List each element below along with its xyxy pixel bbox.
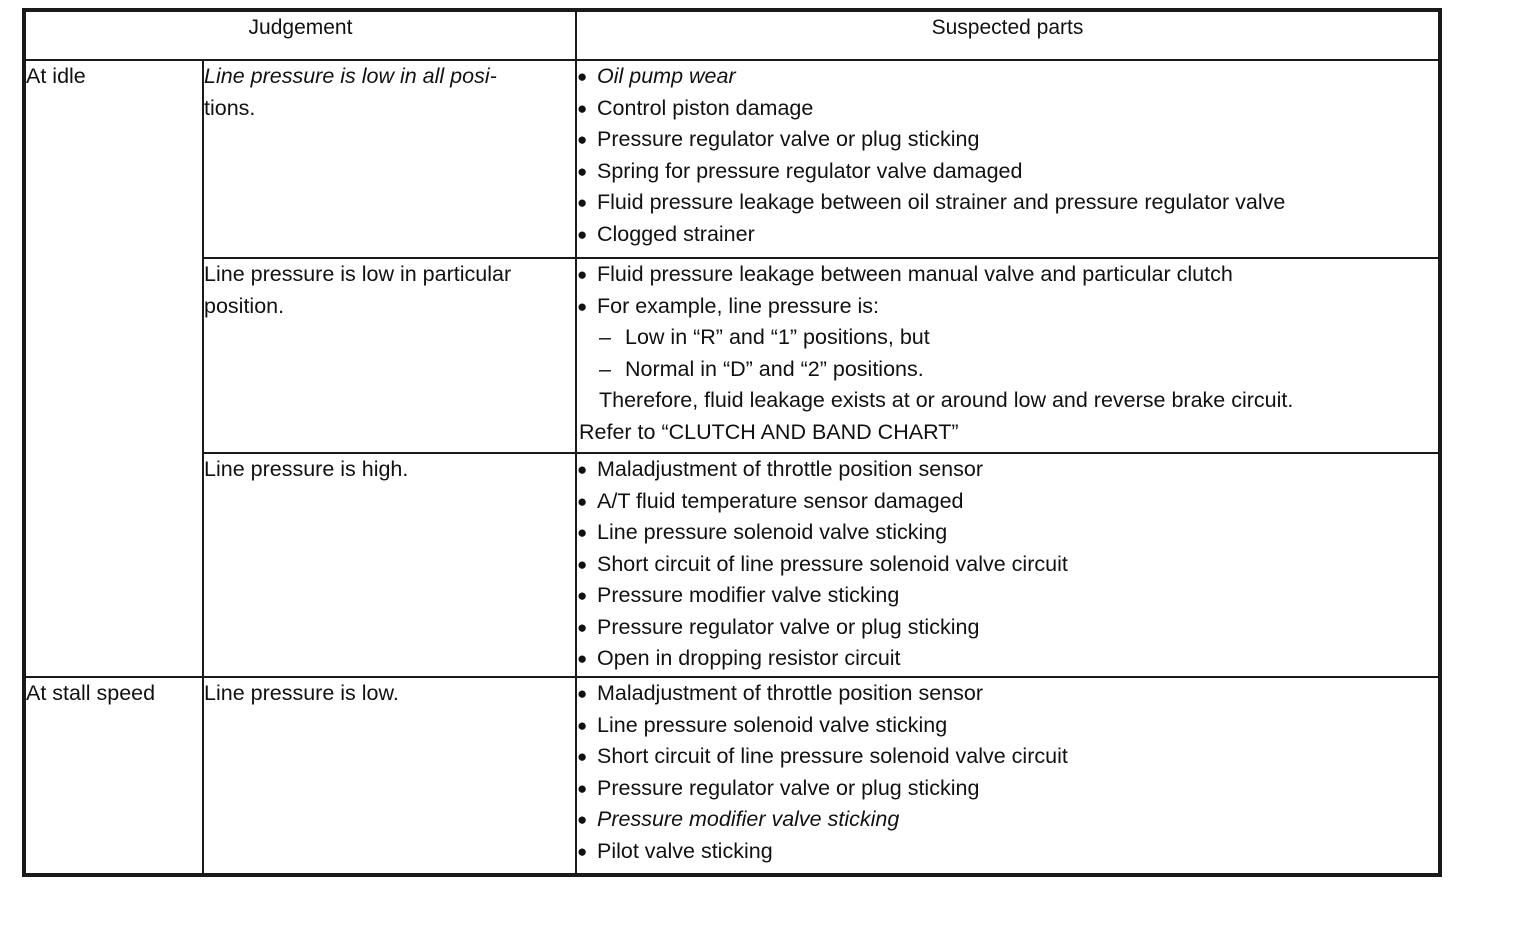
line-pressure-judgement-table — [24, 10, 1440, 875]
bullet-icon: ● — [577, 224, 588, 244]
bullet-icon: ● — [577, 523, 588, 542]
part-item: ● Pressure regulator valve or plug sticking — [577, 773, 1438, 805]
part-subitem: – Low in “R” and “1” positions, but — [577, 322, 1438, 354]
part-item: ● A/T fluid temperature sensor damaged — [577, 486, 1438, 518]
bullet-icon: ● — [577, 684, 588, 703]
suspected-parts-cell — [576, 453, 1439, 677]
part-item: ● Pressure regulator valve or plug sticking — [577, 124, 1438, 156]
part-item: ● Pressure modifier valve sticking — [577, 580, 1438, 612]
part-item: ● Oil pump wear — [577, 61, 1438, 93]
judgement-line: Line pressure is low. — [204, 681, 399, 705]
suspected-parts-cell — [576, 258, 1439, 453]
part-item: ● Short circuit of line pressure solenoid valve circuit — [577, 549, 1438, 581]
part-item: ● Line pressure solenoid valve sticking — [577, 517, 1438, 549]
judgement-cell — [203, 677, 576, 874]
part-item: ● Fluid pressure leakage between oil strainer and pressure regulator valve — [577, 187, 1438, 219]
part-item: ● Maladjustment of throttle position sensor — [577, 678, 1438, 710]
bullet-icon: ● — [577, 98, 588, 118]
table-row — [25, 60, 1439, 258]
part-item: ● Open in dropping resistor circuit — [577, 643, 1438, 675]
bullet-icon: ● — [577, 193, 588, 212]
part-item: ● Fluid pressure leakage between manual valve and particular clutch — [577, 259, 1438, 291]
judgement-line: position. — [204, 293, 285, 318]
judgement-cell — [203, 453, 576, 677]
bullet-icon: ● — [577, 649, 588, 668]
part-item: ● Pilot valve sticking — [577, 836, 1438, 868]
header-row — [25, 11, 1439, 60]
dash-icon: – — [599, 356, 611, 381]
part-item: ● Short circuit of line pressure solenoid valve circuit — [577, 741, 1438, 773]
condition-cell-at-idle: At idle — [25, 60, 203, 677]
part-item: ● Pressure modifier valve sticking — [577, 804, 1438, 836]
dash-icon: – — [599, 325, 611, 349]
bullet-icon: ● — [577, 747, 588, 766]
judgement-cell — [203, 258, 576, 453]
bullet-icon: ● — [577, 554, 588, 574]
bullet-icon: ● — [577, 491, 588, 511]
part-item: ● Maladjustment of throttle position sensor — [577, 454, 1438, 486]
bullet-icon: ● — [577, 67, 588, 86]
bullet-icon: ● — [577, 130, 588, 149]
judgement-line: Line pressure is high. — [204, 457, 409, 481]
bullet-icon: ● — [577, 460, 588, 479]
part-subitem: – Normal in “D” and “2” positions. — [577, 354, 1438, 386]
judgement-line: Line pressure is low in particular — [204, 262, 512, 286]
table-row — [25, 677, 1439, 874]
bullet-icon: ● — [577, 161, 588, 181]
part-item: ● Pressure regulator valve or plug sticking — [577, 612, 1438, 644]
part-item: ● Control piston damage — [577, 93, 1438, 125]
suspected-parts-cell — [576, 60, 1439, 258]
table-row — [25, 258, 1439, 453]
bullet-icon: ● — [577, 296, 588, 316]
condition-cell-at-stall-speed: At stall speed — [25, 677, 203, 874]
bullet-icon: ● — [577, 586, 588, 605]
bullet-icon: ● — [577, 715, 588, 735]
part-reference: Refer to “CLUTCH AND BAND CHART” — [579, 419, 959, 444]
part-item: ● For example, line pressure is: — [577, 291, 1438, 323]
judgement-line: Line pressure is low in all posi- — [204, 64, 497, 88]
bullet-icon: ● — [577, 617, 588, 637]
table-row — [25, 453, 1439, 677]
judgement-header: Judgement — [25, 11, 576, 60]
suspected-parts-cell — [576, 677, 1439, 874]
bullet-icon: ● — [577, 265, 588, 284]
bullet-icon: ● — [577, 810, 588, 829]
suspected-parts-header: Suspected parts — [576, 11, 1439, 60]
part-continuation: Therefore, fluid leakage exists at or around low and reverse brake circuit. — [599, 388, 1294, 412]
part-item: ● Spring for pressure regulator valve damaged — [577, 156, 1438, 188]
judgement-line: tions. — [204, 95, 256, 120]
part-item: ● Clogged strainer — [577, 219, 1438, 251]
bullet-icon: ● — [577, 778, 588, 798]
part-item: ● Line pressure solenoid valve sticking — [577, 710, 1438, 742]
judgement-cell — [203, 60, 576, 258]
bullet-icon: ● — [577, 841, 588, 861]
